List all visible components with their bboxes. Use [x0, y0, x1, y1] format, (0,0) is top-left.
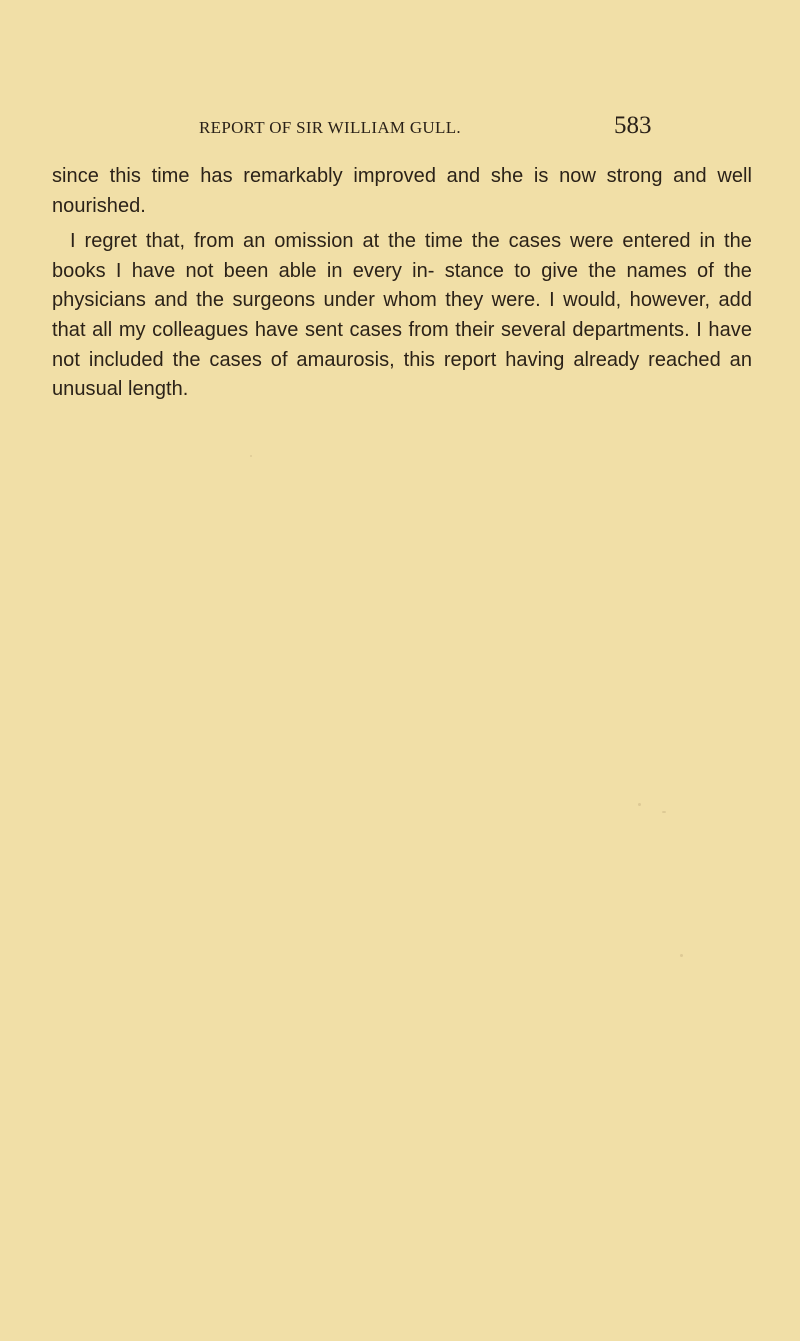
paragraph-1: since this time has remarkably improved and she is now strong and well nourished. — [52, 165, 752, 217]
paragraph-2: I regret that, from an omission at the time the cases were entered in the books I have not been able in every in- stance to give the names of the physicians and the surgeons under whom they were. I would, however, add that all my colleagues have sent cases from their several departments. I have not included the cases of amaurosis, this report having already reached an unusual length. — [52, 230, 752, 401]
paper-speck — [250, 455, 252, 457]
paper-speck — [662, 811, 666, 813]
running-head: REPORT OF SIR WILLIAM GULL. — [199, 118, 461, 137]
paper-speck — [638, 803, 641, 806]
body-text — [52, 162, 752, 405]
paper-speck — [680, 954, 683, 957]
page-number: 583 — [614, 112, 652, 139]
